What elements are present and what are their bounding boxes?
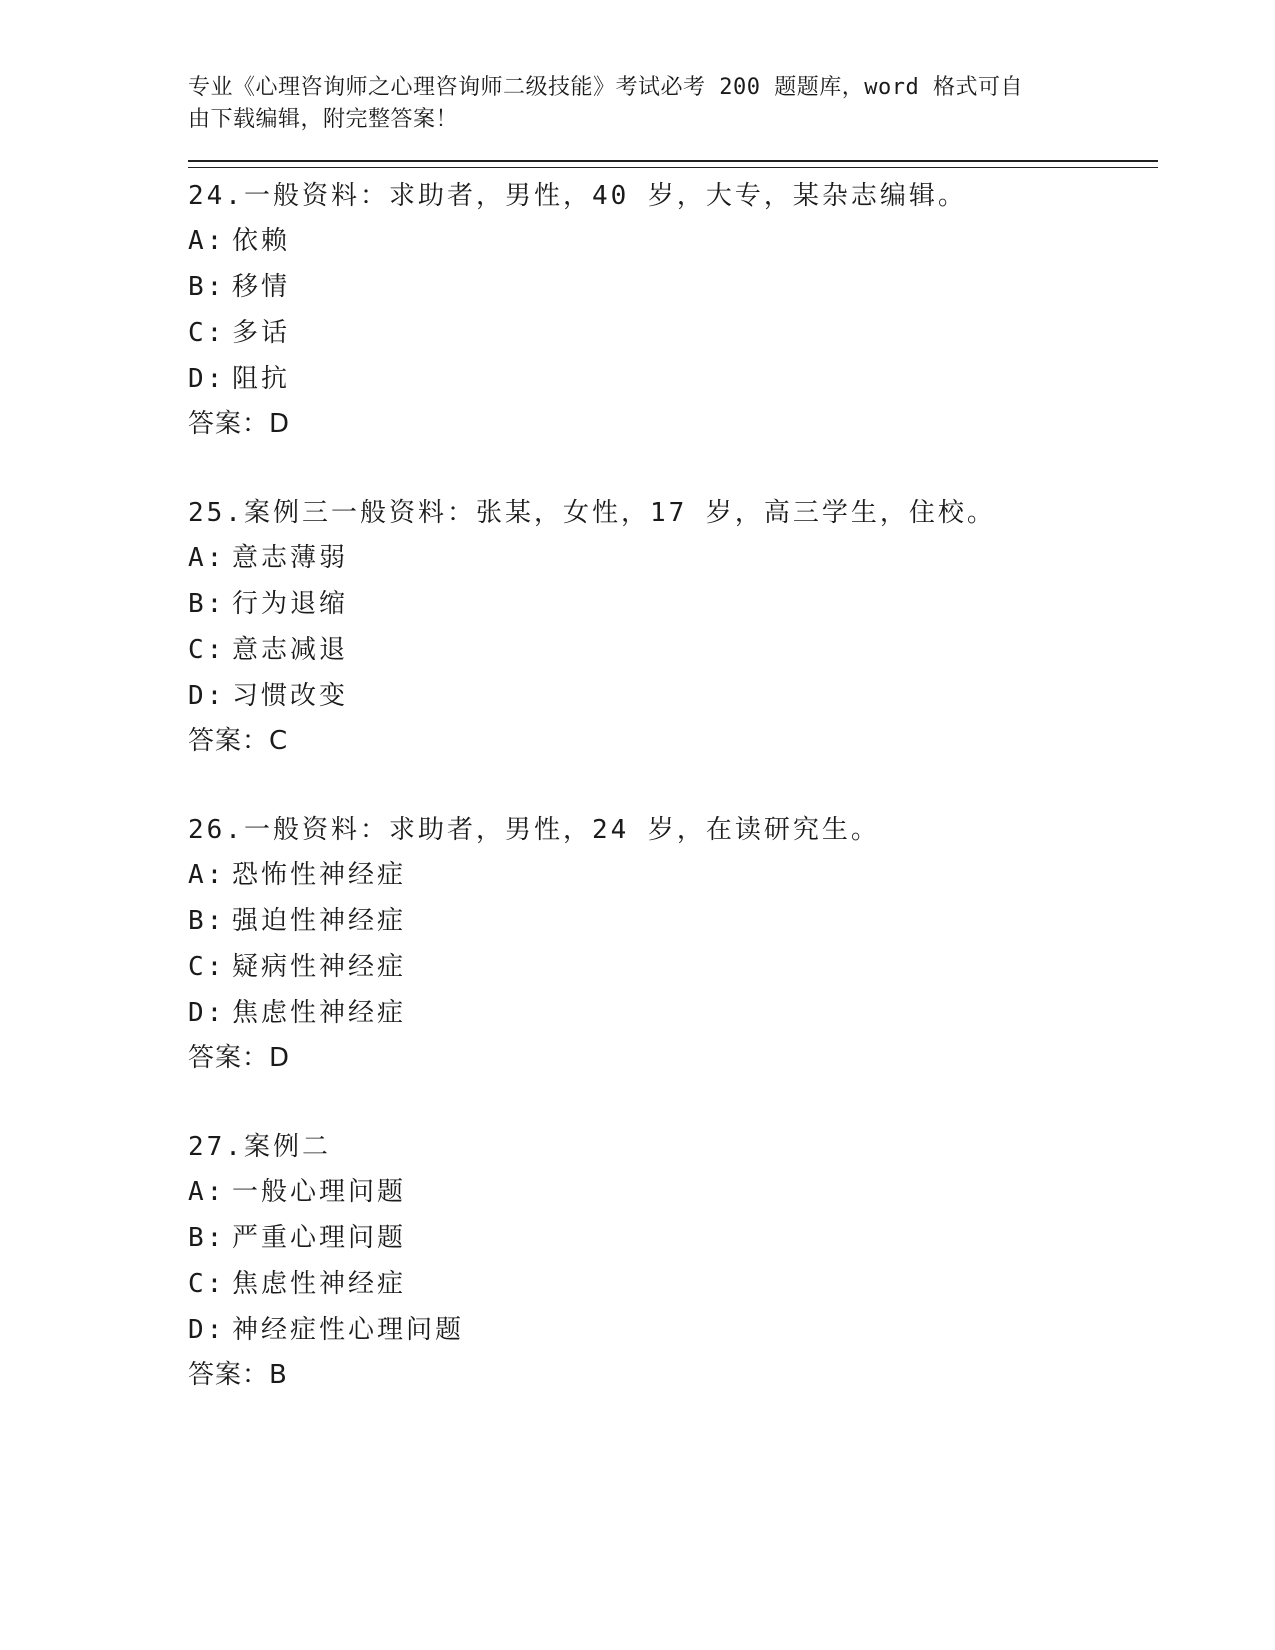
header-line-1: 专业《心理咨询师之心理咨询师二级技能》考试必考 200 题题库，word 格式可自 [188,75,1023,100]
option-c [188,627,1158,673]
option-text: 依赖 [232,226,291,256]
option-text: 疑病性神经症 [232,952,407,982]
option-text: 神经症性心理问题 [232,1315,465,1345]
option-text: 强迫性神经症 [232,906,407,936]
option-key: A: [188,860,226,890]
option-c [188,944,1158,990]
option-d [188,990,1158,1036]
option-d [188,1307,1158,1353]
answer-line: 答案：C [188,726,289,756]
option-b [188,581,1158,627]
answer-line: 答案：D [188,1043,291,1073]
question-26 [188,808,1158,1080]
option-c [188,310,1158,356]
answer-line: 答案：D [188,409,291,439]
option-key: B: [188,906,226,936]
question-27 [188,1125,1158,1397]
option-text: 一般心理问题 [232,1177,407,1207]
option-text: 严重心理问题 [232,1223,407,1253]
option-key: A: [188,1177,226,1207]
option-text: 行为退缩 [232,589,349,619]
option-text: 多话 [232,318,291,348]
option-text: 焦虑性神经症 [232,998,407,1028]
option-b [188,1215,1158,1261]
option-key: D: [188,681,226,711]
option-d [188,356,1158,402]
option-text: 移情 [232,272,291,302]
question-stem: 24.一般资料：求助者，男性，40 岁，大专，某杂志编辑。 [188,181,967,211]
option-text: 意志薄弱 [232,543,349,573]
option-key: A: [188,543,226,573]
question-stem: 25.案例三一般资料：张某，女性，17 岁，高三学生，住校。 [188,498,996,528]
question-stem: 27.案例二 [188,1132,331,1162]
question-24 [188,174,1158,446]
option-key: C: [188,952,226,982]
option-a [188,218,1158,264]
option-a [188,1169,1158,1215]
option-key: D: [188,364,226,394]
option-key: B: [188,589,226,619]
answer-line: 答案：B [188,1360,288,1390]
header-divider [188,160,1158,168]
option-text: 阻抗 [232,364,291,394]
option-text: 习惯改变 [232,681,349,711]
header-line-2: 由下载编辑，附完整答案！ [188,107,459,132]
question-stem: 26.一般资料：求助者，男性，24 岁，在读研究生。 [188,815,880,845]
option-key: D: [188,998,226,1028]
document-header [188,72,1068,136]
option-key: D: [188,1315,226,1345]
option-text: 恐怖性神经症 [232,860,407,890]
question-25 [188,491,1158,763]
option-text: 意志减退 [232,635,349,665]
option-a [188,535,1158,581]
option-key: C: [188,318,226,348]
option-c [188,1261,1158,1307]
option-text: 焦虑性神经症 [232,1269,407,1299]
option-key: C: [188,1269,226,1299]
option-key: B: [188,1223,226,1253]
document-page [188,72,1158,1397]
option-a [188,852,1158,898]
option-key: C: [188,635,226,665]
option-b [188,264,1158,310]
option-d [188,673,1158,719]
option-key: B: [188,272,226,302]
option-key: A: [188,226,226,256]
option-b [188,898,1158,944]
